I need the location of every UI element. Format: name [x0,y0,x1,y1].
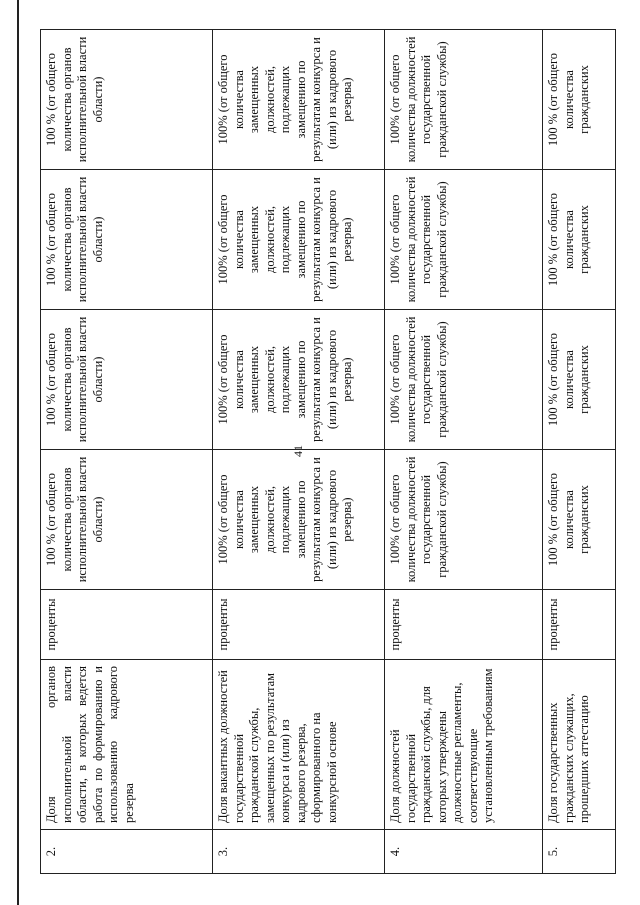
value-cell: 100% (от общего количества должностей государственной гражданской службы) [385,30,543,170]
table-row [543,30,616,874]
binding-margin-line [17,0,19,905]
row-number: 5. [543,830,616,874]
value-cell: 100 % (от общего количества органов исполнительной власти области) [41,310,213,450]
value-cell: 100 % (от общего количества гражданских [543,170,616,310]
unit-cell: проценты [41,590,213,660]
value-cell: 100 % (от общего количества гражданских [543,450,616,590]
value-cell: 100% (от общего количества должностей государственной гражданской службы) [385,310,543,450]
row-number: 4. [385,830,543,874]
value-cell: 100 % (от общего количества органов исполнительной власти области) [41,170,213,310]
row-number: 3. [213,830,385,874]
value-cell: 100% (от общего количества замещенных должностей, подлежащих замещению по результатам конкурса и (или) из кадрового резерва) [213,30,385,170]
indicator-name: Доля вакантных должностей государственной гражданской службы, замещенных по результатам конкурса и (или) из кадрового резерва, сформированного на конкурсной основе [213,660,385,830]
indicator-name: Доля органов исполнительной власти области, в которых ведется работа по формированию и использованию кадрового резерва [41,660,213,830]
value-cell: 100 % (от общего количества органов исполнительной власти области) [41,30,213,170]
value-cell: 100 % (от общего количества органов исполнительной власти области) [41,450,213,590]
value-cell: 100 % (от общего количества гражданских [543,30,616,170]
unit-cell: проценты [385,590,543,660]
value-cell: 100% (от общего количества должностей государственной гражданской службы) [385,450,543,590]
row-number: 2. [41,830,213,874]
value-cell: 100% (от общего количества должностей государственной гражданской службы) [385,170,543,310]
indicator-name: Доля государственных гражданских служащих, прошедших аттестацию [543,660,616,830]
unit-cell: проценты [543,590,616,660]
value-cell: 100 % (от общего количества гражданских [543,310,616,450]
value-cell: 100% (от общего количества замещенных должностей, подлежащих замещению по результатам конкурса и (или) из кадрового резерва) [213,310,385,450]
page-number: 41 [291,445,305,457]
rotated-page [40,30,615,874]
indicators-table [40,29,616,874]
table-row [213,30,385,874]
table-row [41,30,213,874]
value-cell: 100% (от общего количества замещенных должностей, подлежащих замещению по результатам конкурса и (или) из кадрового резерва) [213,450,385,590]
value-cell: 100% (от общего количества замещенных должностей, подлежащих замещению по результатам конкурса и (или) из кадрового резерва) [213,170,385,310]
table-row [385,30,543,874]
unit-cell: проценты [213,590,385,660]
indicator-name: Доля должностей государственной гражданской службы, для которых утверждены должностные регламенты, соответствующие установленным требованиям [385,660,543,830]
